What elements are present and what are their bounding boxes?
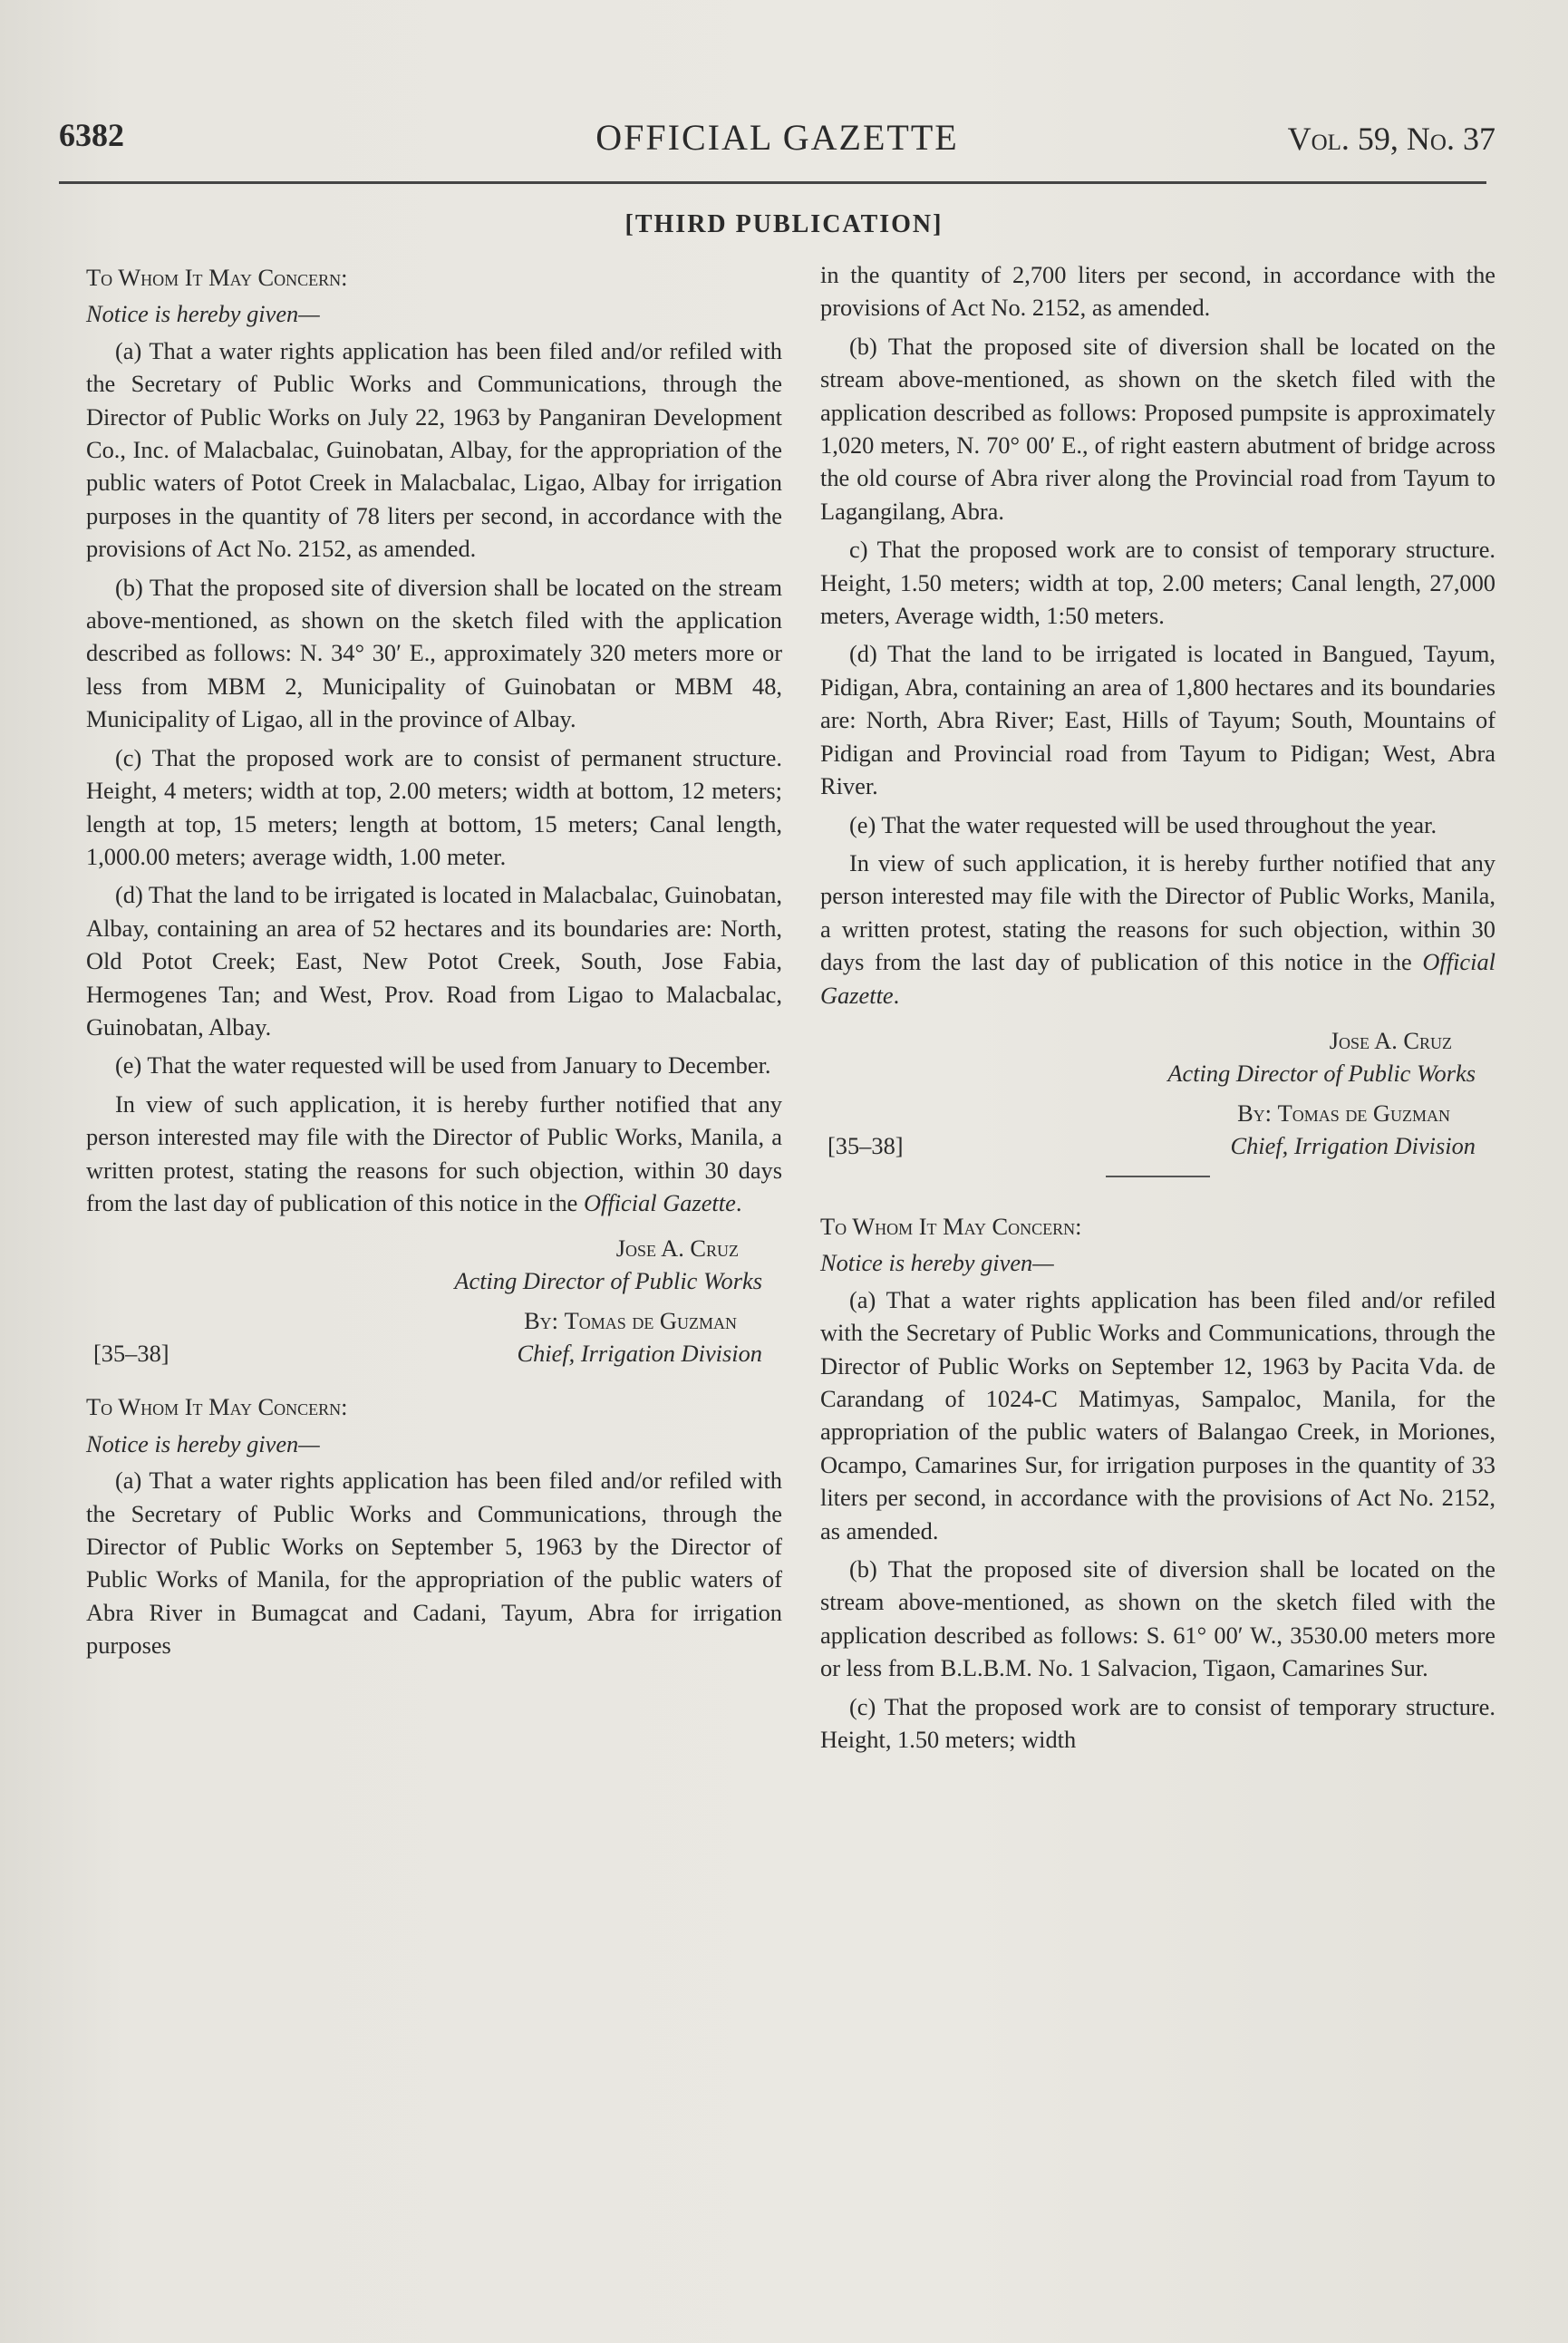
by-name: Tomas de Guzman xyxy=(1277,1099,1450,1127)
paragraph-a-continued: in the quantity of 2,700 liters per second, in accordance with the provisions of Act No. 2152, as amended. xyxy=(820,261,1495,322)
left-column xyxy=(86,256,782,1662)
paragraph-c: (c) That the proposed work are to consist of permanent structure. Height, 4 meters; width at top, 2.00 meters; width at bottom, 12 meters; length at top, 15 meters; length at bottom, 15 meters; Canal length, 1,000.00 meters; average width, 1.00 meter. xyxy=(86,743,782,870)
division-title: Chief, Irrigation Division xyxy=(1230,1131,1476,1159)
signature-block xyxy=(86,1232,782,1368)
publication-number: [35–38] xyxy=(828,1131,904,1159)
gazette-reference: Official Gazette xyxy=(820,948,1495,1009)
paragraph-b: (b) That the proposed site of diversion shall be located on the stream above-mentioned, as shown on the sketch filed with the application described as follows: Proposed pumpsite is approximately 1,020 meters, N. 70° 00′ E., of right eastern abutment of bridge across the old course of Abra river along the Provincial road from Tayum to Lagangilang, Abra. xyxy=(820,332,1495,525)
paragraph-b: (b) That the proposed site of diversion shall be located on the stream above-mentioned, as shown on the sketch filed with the application described as follows: N. 34° 30′ E., approximately 320 meters more or less from MBM 2, Municipality of Guinobatan or MBM 48, Municipality of Ligao, all in the province of Albay. xyxy=(86,573,782,733)
paragraph-a: (a) That a water rights application has been filed and/or refiled with the Secretary of Public Works and Communications, through the Director of Public Works on September 5, 1963 by the Director of Public Works of Manila, for the appropriation of the public waters of Abra River in Bumagcat and Cadani, Tayum, Abra for irrigation purposes xyxy=(86,1467,782,1660)
paragraph-c: c) That the proposed work are to consist of temporary structure. Height, 1.50 meters; width at top, 2.00 meters; Canal length, 27,000 meters, Average width, 1:50 meters. xyxy=(820,536,1495,630)
signatory-name: Jose A. Cruz xyxy=(1329,1026,1452,1054)
gazette-title: OFFICIAL GAZETTE xyxy=(595,117,959,158)
header-rule xyxy=(59,181,1486,184)
protest-text: In view of such application, it is hereby further notified that any person interested may file with the Director of Public Works, Manila, a written protest, stating the reasons for such objection, within 30 days from the last day of publication of this notice in the xyxy=(820,848,1495,976)
salutation: To Whom It May Concern: xyxy=(86,1393,348,1421)
paragraph-e: (e) That the water requested will be used throughout the year. xyxy=(849,810,1437,838)
by-label: By: xyxy=(524,1307,558,1335)
right-column xyxy=(820,258,1495,1756)
signatory-role: Acting Director of Public Works xyxy=(454,1267,762,1295)
notice-separator xyxy=(1106,1176,1210,1177)
salutation: To Whom It May Concern: xyxy=(820,1212,1082,1240)
volume-number: Vol. 59, No. 37 xyxy=(1287,121,1495,157)
paragraph-d: (d) That the land to be irrigated is located in Bangued, Tayum, Pidigan, Abra, containing an area of 1,800 hectares and its boundaries are: North, Abra River; East, Hills of Tayum; South, Mountains of Pidigan and Provincial road from Tayum to Pidigan; West, Abra River. xyxy=(820,640,1495,800)
by-line xyxy=(1237,1097,1450,1129)
by-name: Tomas de Guzman xyxy=(564,1307,737,1335)
notice-given: Notice is hereby given— xyxy=(86,300,320,328)
paragraph-e: (e) That the water requested will be used from January to December. xyxy=(115,1051,771,1080)
publication-number: [35–38] xyxy=(93,1340,169,1368)
by-line xyxy=(524,1304,737,1337)
notice-given: Notice is hereby given— xyxy=(820,1249,1054,1277)
publication-note: [THIRD PUBLICATION] xyxy=(624,210,944,238)
page-header xyxy=(59,116,1495,170)
signatory-name: Jose A. Cruz xyxy=(615,1234,739,1263)
gazette-reference: Official Gazette xyxy=(583,1188,736,1216)
protest-paragraph: In view of such application, it is hereby further notified that any person interested may file with the Director of Public Works, Manila, a written protest, stating the reasons for such objection, within 30 days from the last day of publication of this notice in the Official Gazette. xyxy=(820,848,1495,1009)
paragraph-c: (c) That the proposed work are to consist of temporary structure. Height, 1.50 meters; width xyxy=(820,1692,1495,1754)
paragraph-d: (d) That the land to be irrigated is located in Malacbalac, Guinobatan, Albay, containing an area of 52 hectares and its boundaries are: North, Old Potot Creek; East, New Potot Creek, South, Jose Fabia, Hermogenes Tan; and West, Prov. Road from Ligao to Malacbalac, Guinobatan, Albay. xyxy=(86,881,782,1041)
page-number: 6382 xyxy=(59,117,124,153)
notice-given: Notice is hereby given— xyxy=(86,1429,320,1457)
by-label: By: xyxy=(1237,1099,1272,1127)
paragraph-a: (a) That a water rights application has been filed and/or refiled with the Secretary of Public Works and Communications, through the Director of Public Works on July 22, 1963 by Panganiran Development Co., Inc. of Malacbalac, Guinobatan, Albay, for the appropriation of the public waters of Potot Creek in Malacbalac, Ligao, Albay for irrigation purposes in the quantity of 78 liters per second, in accordance with the provisions of Act No. 2152, as amended. xyxy=(86,336,782,563)
signatory-role: Acting Director of Public Works xyxy=(1167,1059,1476,1087)
signature-block xyxy=(820,1024,1495,1159)
paragraph-a: (a) That a water rights application has been filed and/or refiled with the Secretary of Public Works and Communications, through the Director of Public Works on September 12, 1963 by Pacita Vda. de Carandang of 1024-C Matimyas, Sampaloc, Manila, for the appropriation of the public waters of Balangao Creek, in Moriones, Ocampo, Camarines Sur, for irrigation purposes in the quantity of 33 liters per second, in accordance with the provisions of Act No. 2152, as amended. xyxy=(820,1285,1495,1544)
division-title: Chief, Irrigation Division xyxy=(517,1340,762,1368)
salutation: To Whom It May Concern: xyxy=(86,264,348,291)
protest-text: In view of such application, it is hereby further notified that any person interested may file with the Director of Public Works, Manila, a written protest, stating the reasons for such objection, within 30 days from the last day of publication of this notice in the xyxy=(86,1089,782,1216)
protest-paragraph: In view of such application, it is hereby further notified that any person interested may file with the Director of Public Works, Manila, a written protest, stating the reasons for such objection, within 30 days from the last day of publication of this notice in the Official Gazette. xyxy=(86,1089,782,1216)
paragraph-b: (b) That the proposed site of diversion shall be located on the stream above-mentioned, as shown on the sketch filed with the application described as follows: S. 61° 00′ W., 3530.00 meters more or less from B.L.B.M. No. 1 Salvacion, Tigaon, Camarines Sur. xyxy=(820,1555,1495,1682)
